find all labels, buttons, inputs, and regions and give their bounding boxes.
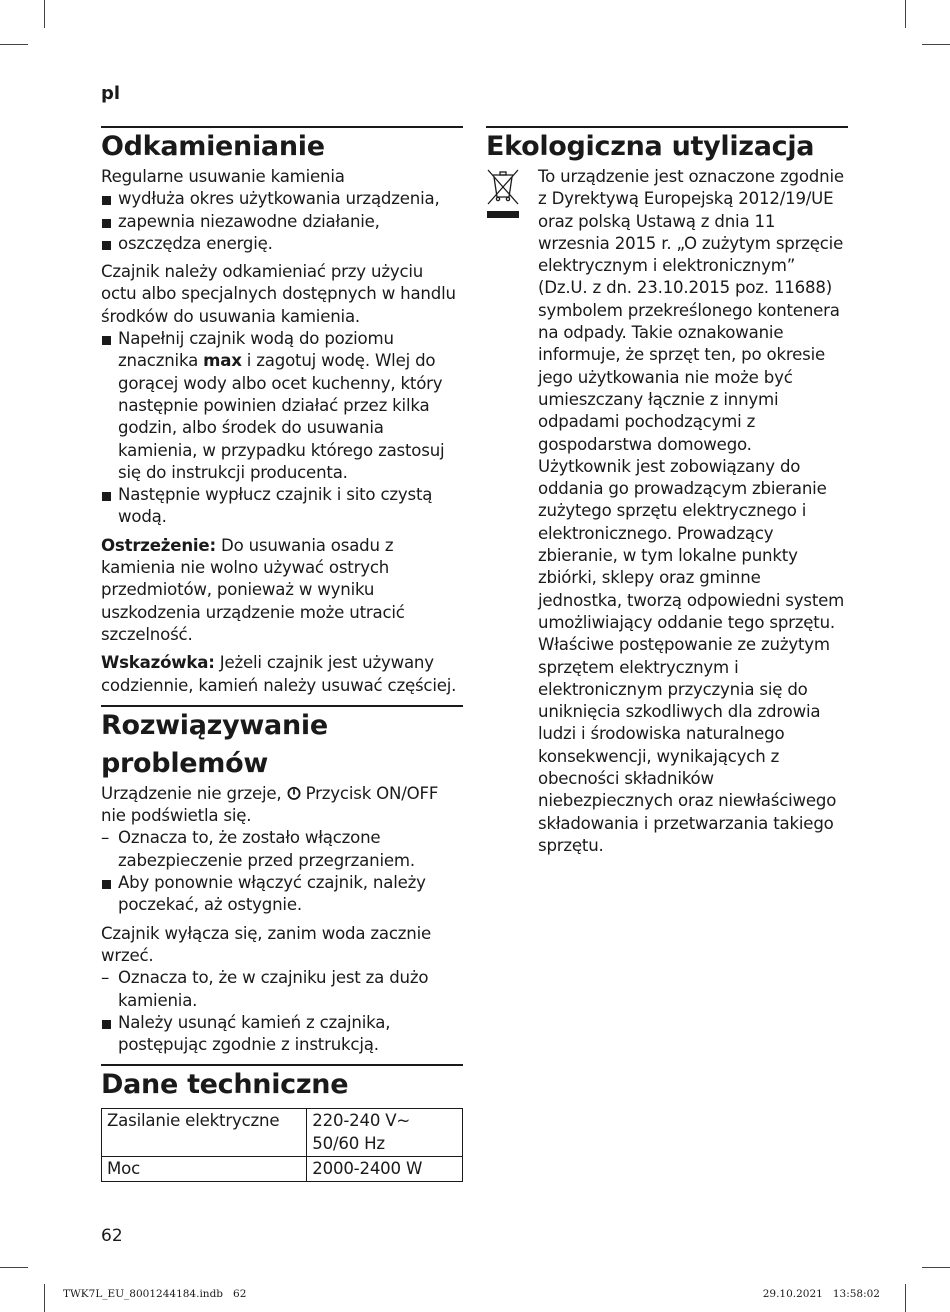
list-item: Należy usunąć kamień z czajnika, postępując zgodnie z instrukcją.: [101, 1012, 463, 1057]
spec-label: Zasilanie elektryczne: [102, 1109, 307, 1157]
table-row: [102, 1156, 463, 1181]
section-title: Rozwiązywanie problemów: [101, 709, 328, 779]
section-eco-disposal: [486, 126, 848, 857]
bullet-square-icon: [102, 219, 111, 228]
descale-paragraph: Czajnik należy odkamieniać przy użyciu octu albo specjalnych dostępnych w handlu środków do usuwania kamienia.: [101, 262, 456, 326]
list-item: Aby ponownie włączyć czajnik, należy poczekać, aż ostygnie.: [101, 872, 463, 917]
table-row: [102, 1109, 463, 1157]
list-item: – Oznacza to, że zostało włączone zabezpieczenie przed przegrzaniem.: [101, 828, 415, 870]
crop-mark: [922, 1267, 950, 1268]
footer-file: TWK7L_EU_8001244184.indb 62: [63, 1288, 247, 1300]
crossed-bin-icon: [486, 168, 520, 228]
crop-mark: [0, 1267, 28, 1268]
spec-value: 220-240 V~ 50/60 Hz: [307, 1109, 463, 1157]
footer-date: 29.10.2021 13:58:02: [762, 1288, 880, 1300]
section-title: Odkamienianie: [101, 131, 325, 162]
problem-text: Urządzenie nie grzeje, Przycisk ON/OFF nie podświetla się.: [101, 783, 439, 826]
bullet-square-icon: [102, 492, 111, 501]
eco-text: To urządzenie jest oznaczone zgodnie z Dyrektywą Europejską 2012/19/UE oraz polską Ustawą z dnia 11 wrzesnia 2015 r. „O zużytym sprzęcie elektrycznym i elektronicznym” (Dz.U. z dn. 23.10.2015 poz. 11688) symbolem przekreślonego kontenera na odpady. Takie oznakowanie informuje, że sprzęt ten, po okresie jego użytkowania nie może być umieszczany łącznie z innymi odpadami pochodzącymi z gospodarstwa domowego. Użytkownik jest zobowiązany do oddania go prowadzącym zbieranie zużytego sprzętu elektrycznego i elektronicznego. Prowadzący zbieranie, w tym lokalne punkty zbiórki, sklepy oraz gminne jednostka, tworzą odpowiedni system umożliwiający oddanie tego sprzętu. Właściwe postępowanie ze zużytym sprzętem elektrycznym i elektronicznym przyczynia się do uniknięcia szkodliwych dla zdrowia ludzi i środowiska naturalnego konsekwencji, wynikających z obecności składników niebezpiecznych oraz niewłaściwego składowania i przetwarzania takiego sprzętu.: [538, 167, 845, 855]
bullet-square-icon: [102, 336, 111, 345]
descale-intro: Regularne usuwanie kamienia: [101, 167, 345, 186]
section-descaling: [101, 126, 463, 697]
warning-note: Ostrzeżenie: Do usuwania osadu z kamienia nie wolno używać ostrych przedmiotów, ponieważ w wyniku uszkodzenia urządzenie może utracić szczelność.: [101, 535, 405, 644]
spec-value: 2000-2400 W: [307, 1156, 463, 1181]
left-column: [101, 126, 463, 1182]
list-item: zapewnia niezawodne działanie,: [101, 211, 463, 233]
section-technical-data: [101, 1064, 463, 1182]
spec-label: Moc: [102, 1156, 307, 1181]
section-title: Dane techniczne: [101, 1069, 349, 1101]
list-item: oszczędza energię.: [101, 233, 463, 255]
right-column: [486, 126, 848, 857]
list-item: Następnie wypłucz czajnik i sito czystą wodą.: [101, 484, 463, 529]
crop-mark: [44, 1284, 45, 1312]
bullet-square-icon: [102, 1020, 111, 1029]
list-item: – Oznacza to, że w czajniku jest za dużo kamienia.: [101, 968, 429, 1010]
tip-note: Wskazówka: Jeżeli czajnik jest używany codziennie, kamień należy usuwać częściej.: [101, 653, 457, 695]
page-number: 62: [101, 1226, 123, 1246]
crop-mark: [922, 44, 950, 45]
section-title: Ekologiczna utylizacja: [486, 131, 815, 162]
bullet-square-icon: [102, 241, 111, 250]
spec-table: [101, 1108, 463, 1182]
crop-mark: [44, 0, 45, 28]
crop-mark: [0, 44, 28, 45]
crop-mark: [905, 1284, 906, 1312]
list-item: wydłuża okres użytkowania urządzenia,: [101, 188, 463, 210]
section-troubleshooting: [101, 705, 463, 1057]
bullet-square-icon: [102, 196, 111, 205]
language-label: pl: [101, 83, 121, 104]
bullet-square-icon: [102, 880, 111, 889]
list-item: Napełnij czajnik wodą do poziomu znacznika max i zagotuj wodę. Wlej do gorącej wody albo ocet kuchenny, który następnie powinien działać przez kilka godzin, albo środek do usuwania kamienia, w przypadku którego zastosuj się do instrukcji producenta.: [101, 328, 463, 484]
crop-mark: [905, 0, 906, 28]
problem-text: Czajnik wyłącza się, zanim woda zacznie wrzeć.: [101, 923, 432, 965]
power-icon: [287, 786, 301, 800]
